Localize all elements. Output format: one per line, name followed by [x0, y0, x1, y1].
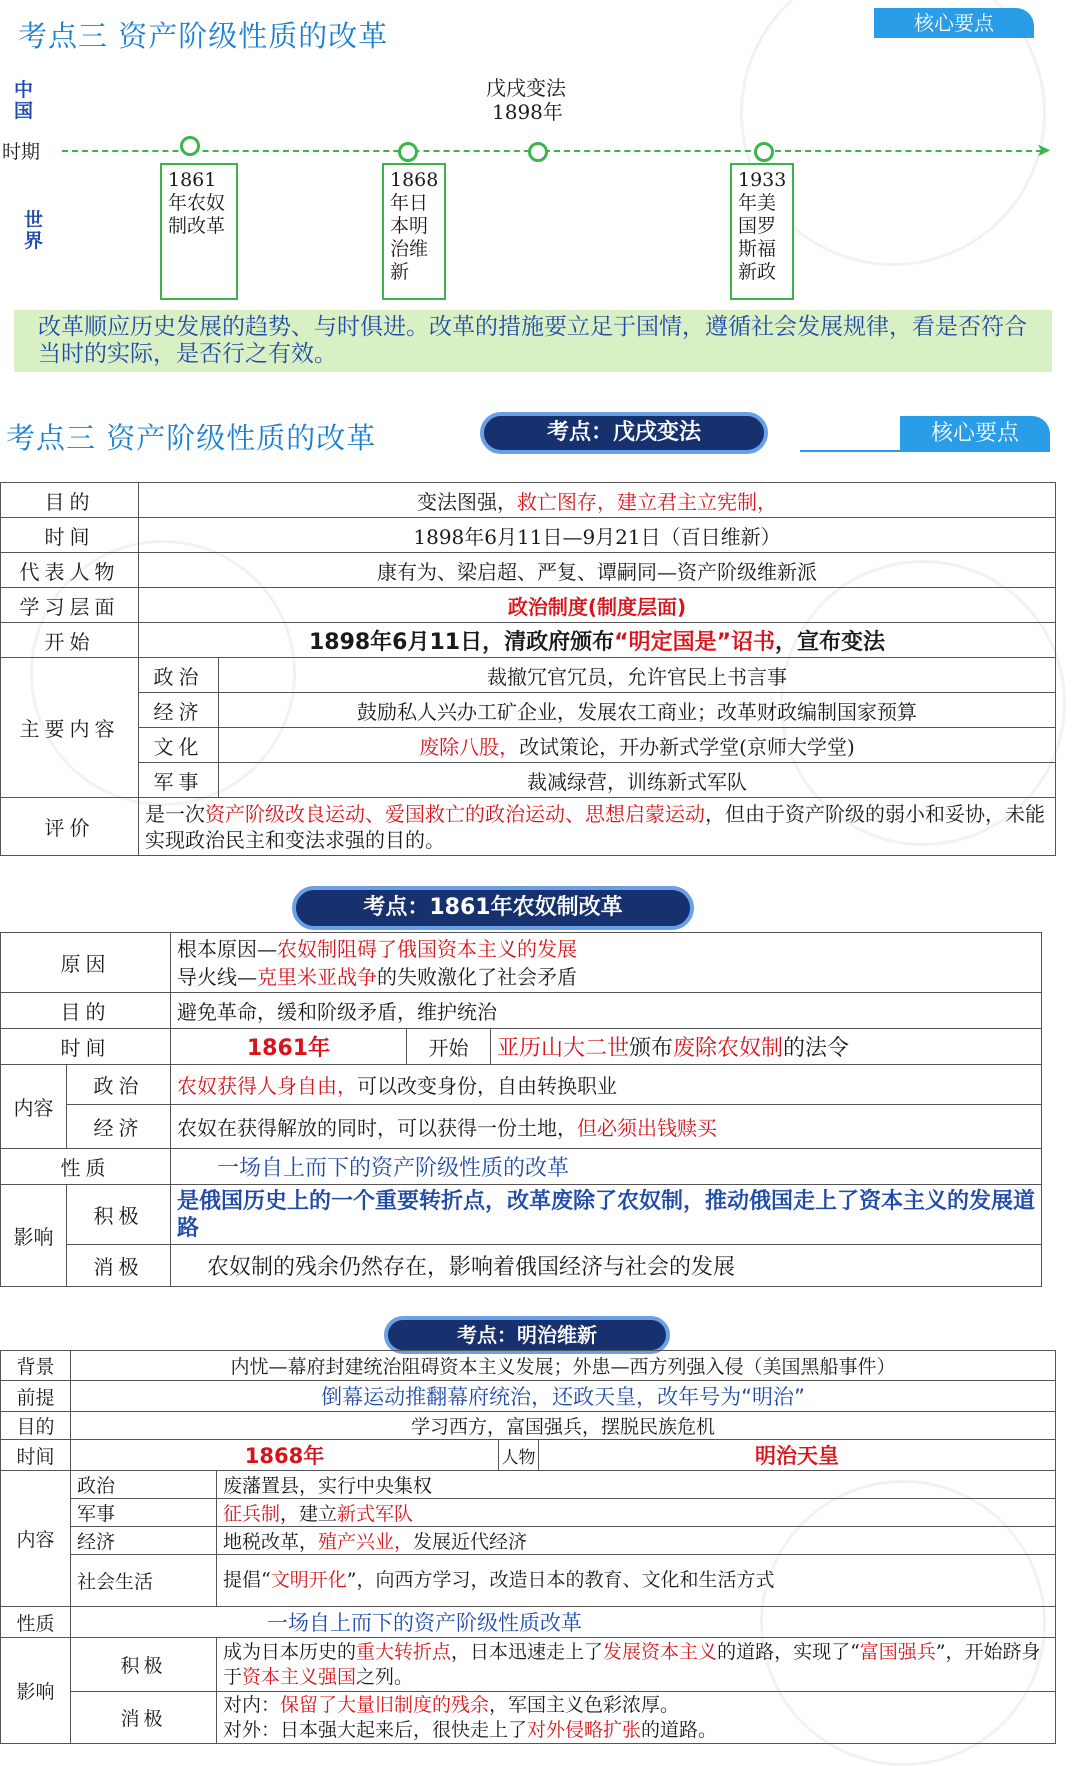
level-label: 学习层面	[1, 588, 139, 623]
section-title-2: 考点三 资产阶级性质的改革	[6, 421, 377, 455]
meiji-content-label: 内容	[1, 1471, 71, 1607]
time-cell: 1898年6月11日—9月21日（百日维新）	[139, 518, 1056, 553]
person-cell: 明治天皇	[539, 1440, 1056, 1471]
meiji-impact-label: 影响	[1, 1638, 71, 1744]
premise-label: 前提	[1, 1381, 71, 1412]
meiji-pill: 考点：明治维新	[384, 1316, 670, 1354]
meiji-politics-label: 政治	[71, 1471, 217, 1499]
serf-politics-label: 政治	[67, 1065, 171, 1105]
cause-label: 原因	[1, 933, 171, 993]
meiji-positive-label: 积极	[71, 1638, 217, 1692]
meiji-purpose-cell: 学习西方，富国强兵，摆脱民族危机	[71, 1412, 1056, 1440]
meiji-table	[0, 1350, 1056, 1744]
core-points-tab-2: 核心要点	[900, 416, 1050, 452]
world-event-box: 1861年农奴制改革	[160, 163, 238, 300]
start-cell: 1898年6月11日，清政府颁布“明定国是”诏书，宣布变法	[139, 623, 1056, 658]
timeline-node	[180, 136, 200, 156]
wuxu-table	[0, 482, 1056, 856]
bg-label: 背景	[1, 1351, 71, 1381]
purpose-label: 目的	[1, 483, 139, 518]
serf-politics-cell: 农奴获得人身自由，可以改变身份，自由转换职业	[171, 1065, 1042, 1105]
economy-cell: 鼓励私人兴办工矿企业，发展农工商业；改革财政编制国家预算	[219, 693, 1056, 728]
military-label: 军事	[139, 763, 219, 798]
people-label: 代表人物	[1, 553, 139, 588]
meiji-nature-label: 性质	[1, 1607, 71, 1638]
people-cell: 康有为、梁启超、严复、谭嗣同—资产阶级维新派	[139, 553, 1056, 588]
serf-impact-label: 影响	[1, 1185, 67, 1287]
meiji-negative-cell: 对内：保留了大量旧制度的残余，军国主义色彩浓厚。 对外：日本强大起来后，很快走上了对外侵略扩张的道路。	[217, 1692, 1056, 1744]
serf-pill: 考点：1861年农奴制改革	[292, 886, 694, 930]
wuxu-pill: 考点：戊戌变法	[480, 412, 768, 454]
serf-time-cell: 1861年	[171, 1029, 407, 1065]
china-label: 中国	[14, 79, 34, 122]
serf-purpose-label: 目的	[1, 993, 171, 1029]
social-cell: 提倡“文明开化”，向西方学习，改造日本的教育、文化和生活方式	[217, 1555, 1056, 1607]
economy-label: 经济	[139, 693, 219, 728]
serf-economy-label: 经济	[67, 1105, 171, 1149]
level-cell: 政治制度(制度层面)	[139, 588, 1056, 623]
meiji-economy-label: 经济	[71, 1527, 217, 1555]
meiji-military-label: 军事	[71, 1499, 217, 1527]
core-points-tab: 核心要点	[874, 8, 1034, 38]
title-underline	[800, 450, 1050, 452]
serf-negative-cell: 农奴制的残余仍然存在，影响着俄国经济与社会的发展	[171, 1245, 1042, 1287]
axis-label: 时期	[2, 141, 41, 163]
politics-cell: 裁撤冗官冗员，允许官民上书言事	[219, 658, 1056, 693]
culture-label: 文化	[139, 728, 219, 763]
meiji-economy-cell: 地税改革，殖产兴业，发展近代经济	[217, 1527, 1056, 1555]
serf-economy-cell: 农奴在获得解放的同时，可以获得一份土地，但必须出钱赎买	[171, 1105, 1042, 1149]
meiji-positive-cell: 成为日本历史的重大转折点，日本迅速走上了发展资本主义的道路，实现了“富国强兵”，开始跻身于资本主义强国之列。	[217, 1638, 1056, 1692]
world-label: 世界	[24, 209, 44, 252]
politics-label: 政治	[139, 658, 219, 693]
world-event-box: 1868年日本明治维新	[382, 163, 446, 300]
serf-nature-label: 性质	[1, 1149, 171, 1185]
serf-time-label: 时间	[1, 1029, 171, 1065]
meiji-negative-label: 消极	[71, 1692, 217, 1744]
meiji-time-cell: 1868年	[71, 1440, 499, 1471]
serf-negative-label: 消极	[67, 1245, 171, 1287]
time-label: 时间	[1, 518, 139, 553]
premise-cell: 倒幕运动推翻幕府统治，还政天皇，改年号为“明治”	[71, 1381, 1056, 1412]
meiji-nature-cell: 一场自上而下的资产阶级性质改革	[71, 1607, 1056, 1638]
meiji-purpose-label: 目的	[1, 1412, 71, 1440]
military-cell: 裁减绿营，训练新式军队	[219, 763, 1056, 798]
purpose-cell: 变法图强，救亡图存，建立君主立宪制，	[139, 483, 1056, 518]
evaluation-label: 评价	[1, 798, 139, 856]
timeline-node	[528, 142, 548, 162]
meiji-military-cell: 征兵制，建立新式军队	[217, 1499, 1056, 1527]
serf-start-label: 开始	[407, 1029, 491, 1065]
social-label: 社会生活	[71, 1555, 217, 1607]
china-event-name: 戊戌变法	[486, 76, 566, 100]
serf-positive-label: 积极	[67, 1185, 171, 1245]
serf-table	[0, 932, 1042, 1287]
person-label: 人物	[499, 1440, 539, 1471]
reform-summary: 改革顺应历史发展的趋势、与时俱进。改革的措施要立足于国情，遵循社会发展规律，看是否符合当时的实际，是否行之有效。	[14, 310, 1052, 372]
evaluation-cell: 是一次资产阶级改良运动、爱国救亡的政治运动、思想启蒙运动，但由于资产阶级的弱小和妥协，未能实现政治民主和变法求强的目的。	[139, 798, 1056, 856]
content-label: 主要内容	[1, 658, 139, 798]
meiji-time-label: 时间	[1, 1440, 71, 1471]
section-title: 考点三 资产阶级性质的改革	[18, 19, 389, 53]
culture-cell: 废除八股，改试策论，开办新式学堂(京师大学堂)	[219, 728, 1056, 763]
timeline-arrow-icon: ➤	[1036, 140, 1052, 161]
timeline-node	[754, 142, 774, 162]
cause-cell: 根本原因—农奴制阻碍了俄国资本主义的发展 导火线—克里米亚战争的失败激化了社会矛盾	[171, 933, 1042, 993]
start-label: 开始	[1, 623, 139, 658]
world-event-box: 1933年美国罗斯福新政	[730, 163, 794, 300]
serf-positive-cell: 是俄国历史上的一个重要转折点，改革废除了农奴制，推动俄国走上了资本主义的发展道路	[171, 1185, 1042, 1245]
meiji-politics-cell: 废藩置县，实行中央集权	[217, 1471, 1056, 1499]
serf-content-label: 内容	[1, 1065, 67, 1149]
serf-nature-cell: 一场自上而下的资产阶级性质的改革	[171, 1149, 1042, 1185]
china-event-year: 1898年	[492, 100, 563, 124]
bg-cell: 内忧—幕府封建统治阻碍资本主义发展；外患—西方列强入侵（美国黑船事件）	[71, 1351, 1056, 1381]
timeline-axis	[62, 150, 1042, 152]
timeline-node	[398, 142, 418, 162]
serf-purpose-cell: 避免革命，缓和阶级矛盾，维护统治	[171, 993, 1042, 1029]
serf-start-cell: 亚历山大二世颁布废除农奴制的法令	[491, 1029, 1042, 1065]
